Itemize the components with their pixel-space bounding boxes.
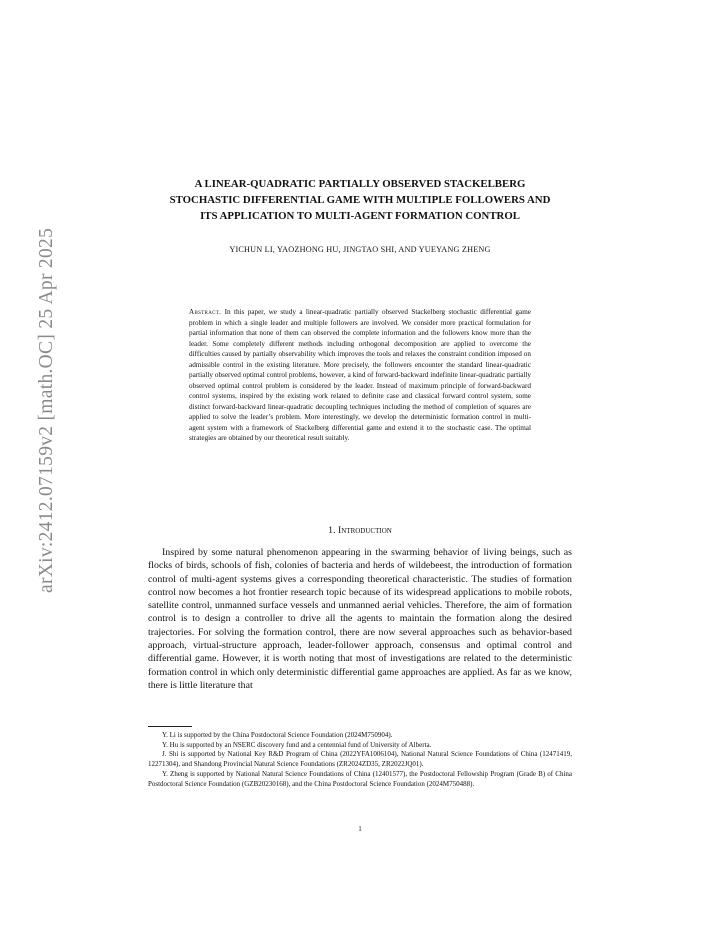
footnotes [148,731,572,789]
footnote: Y. Zheng is supported by National Natural Science Foundations of China (12401577), the Postdoctoral Fellowship Program (Grade B) of China Postdoctoral Science Foundation (GZB20230168), and the China Postdoctoral Science Foundation (2024M750488). [148,769,572,788]
title-line: A LINEAR-QUADRATIC PARTIALLY OBSERVED STACKELBERG [194,178,526,190]
title-line: STOCHASTIC DIFFERENTIAL GAME WITH MULTIPLE FOLLOWERS AND [169,194,551,206]
footnote-divider [148,726,192,727]
title-line: ITS APPLICATION TO MULTI-AGENT FORMATION CONTROL [200,210,520,222]
footnote: Y. Hu is supported by an NSERC discovery fund and a centennial fund of University of Alberta. [162,740,432,749]
footnote: J. Shi is supported by National Key R&D Program of China (2022YFA1006104), National Natural Science Foundations of China (12471419, 12271304), and Shandong Provincial Natural Science Foundations (ZR2024ZD35, ZR2022JQ01). [148,750,572,769]
abstract-text: In this paper, we study a linear-quadratic partially observed Stackelberg stochastic differential game problem in which a single leader and multiple followers are involved. We consider more practical formulation for partial information that none of them can observed the complete information and the followers know more than the leader. Some completely different methods including orthogonal decomposition are applied to overcome the difficulties caused by partially observability which improves the tools and relaxes the constraint condition imposed on admissible control in the existing literature. More precisely, the followers encounter the standard linear-quadratic partially observed optimal control problems, however, a kind of forward-backward indefinite linear-quadratic partially observed optimal control problem is considered by the leader. Instead of maximum principle of forward-backward control systems, inspired by the existing work related to definite case and classical forward control system, some distinct forward-backward linear-quadratic decoupling techniques including the method of completion of squares are applied to solve the leader’s problem. More interestingly, we develop the deterministic formation control in multi-agent system with a framework of Stackelberg differential game and extend it to the stochastic case. The optimal strategies are obtained by our theoretical result suitably. [189,308,531,442]
abstract [189,307,531,444]
page-number: 1 [358,825,362,833]
author-list: YICHUN LI, YAOZHONG HU, JINGTAO SHI, AND YUEYANG ZHENG [229,245,491,254]
section-heading [148,525,572,536]
section-number: 1. [328,525,336,536]
section-title: Introduction [337,525,392,536]
paper-title [148,176,572,224]
intro-paragraph: Inspired by some natural phenomenon appearing in the swarming behavior of living beings, such as flocks of birds, schools of fish, colonies of bacteria and herds of wildebeest, the introduction of formation control of multi-agent systems gives a corresponding theoretical characteristic. The studies of formation control now becomes a hot frontier research topic because of its widespread applications to mobile robots, satellite control, unmanned surface vessels and unmanned aerial vehicles. Therefore, the aim of formation control is to design a controller to drive all the agents to maintain the formation along the desired trajectories. For solving the formation control, there are now several approaches such as behavior-based approach, virtual-structure approach, leader-follower approach, consensus and optimal control and differential game. However, it is worth noting that most of investigations are related to the deterministic formation control in which only deterministic differential game approaches are applied. As far as we know, there is little literature that [148,547,572,691]
footnote: Y. Li is supported by the China Postdoctoral Science Foundation (2024M750904). [162,731,393,739]
arxiv-identifier-stamp: arXiv:2412.07159v2 [math.OC] 25 Apr 2025 [36,227,57,593]
abstract-label: Abstract. [189,308,222,316]
